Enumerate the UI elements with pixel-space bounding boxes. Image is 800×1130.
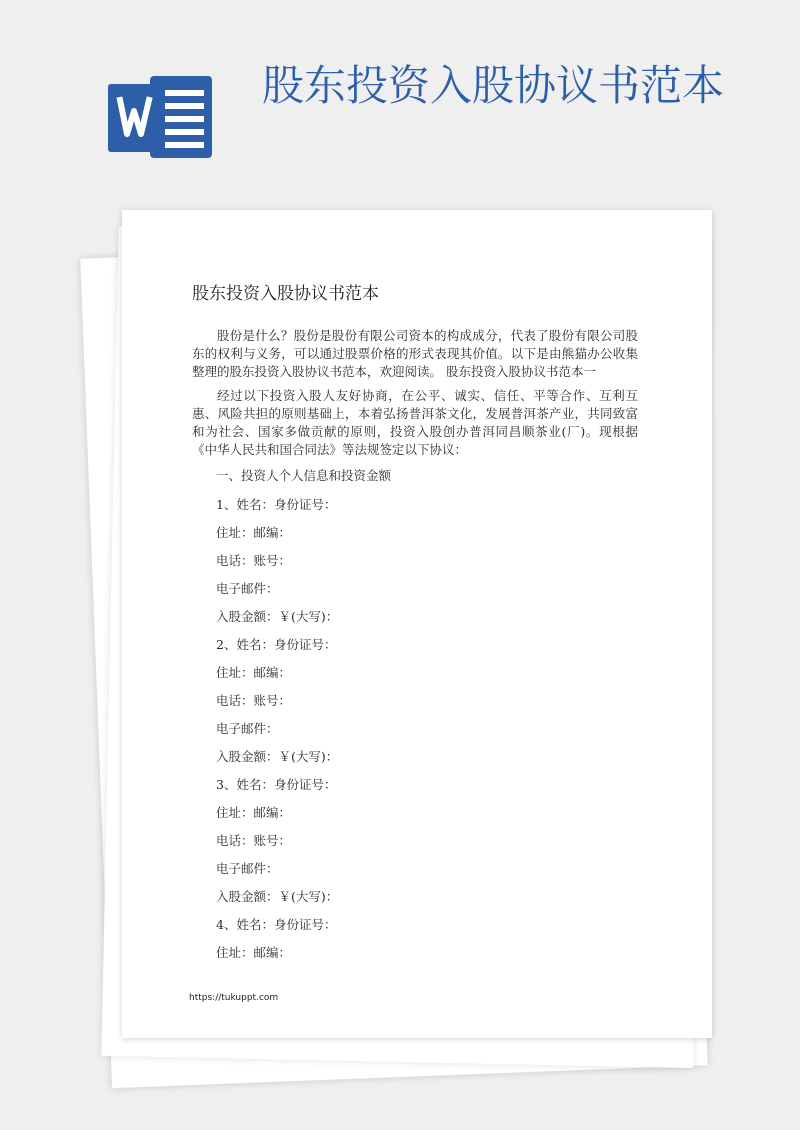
investor-1-email-line: 电子邮件： <box>216 581 279 596</box>
investor-3-amount-line: 入股金额：￥(大写)： <box>216 889 339 904</box>
investor-2-phone-line: 电话：账号： <box>216 693 292 708</box>
section-heading: 一、投资人个人信息和投资金额 <box>216 468 392 483</box>
agreement-paragraph: 经过以下投资入股人友好协商，在公平、诚实、信任、平等合作、互利互惠、风险共担的原则基础上，本着弘扬普洱茶文化，发展普洱茶产业，共同致富和为社会、国家多做贡献的原则，投资入股创办普洱同昌顺茶业(厂)。现根据《中华人民共和国合同法》等法规签定以下协议： <box>192 388 638 457</box>
word-document-icon <box>108 72 214 162</box>
investor-2-name-line: 2、姓名：身份证号： <box>216 637 337 652</box>
investor-1-name-line: 1、姓名：身份证号： <box>216 497 337 512</box>
page-title: 股东投资入股协议书范本 <box>262 61 725 110</box>
document-page <box>122 210 712 1038</box>
investor-1-phone-line: 电话：账号： <box>216 553 292 568</box>
intro-paragraph: 股份是什么？股份是股份有限公司资本的构成成分，代表了股份有限公司股东的权利与义务，可以通过股票价格的形式表现其价值。以下是由熊猫办公收集整理的股东投资入股协议书范本，欢迎阅读。 股东投资入股协议书范本一 <box>192 328 638 379</box>
investor-3-address-line: 住址：邮编： <box>216 805 292 820</box>
investor-2-address-line: 住址：邮编： <box>216 665 292 680</box>
investor-3-phone-line: 电话：账号： <box>216 833 292 848</box>
investor-4-name-line: 4、姓名：身份证号： <box>216 917 337 932</box>
investor-1-amount-line: 入股金额：￥(大写)： <box>216 609 339 624</box>
document-title: 股东投资入股协议书范本 <box>192 284 379 304</box>
investor-3-email-line: 电子邮件： <box>216 861 279 876</box>
investor-1-address-line: 住址：邮编： <box>216 525 292 540</box>
investor-2-email-line: 电子邮件： <box>216 721 279 736</box>
footer-url[interactable]: https://tukuppt.com <box>189 993 279 1003</box>
investor-3-name-line: 3、姓名：身份证号： <box>216 777 337 792</box>
investor-4-address-line: 住址：邮编： <box>216 945 292 960</box>
investor-2-amount-line: 入股金额：￥(大写)： <box>216 749 339 764</box>
